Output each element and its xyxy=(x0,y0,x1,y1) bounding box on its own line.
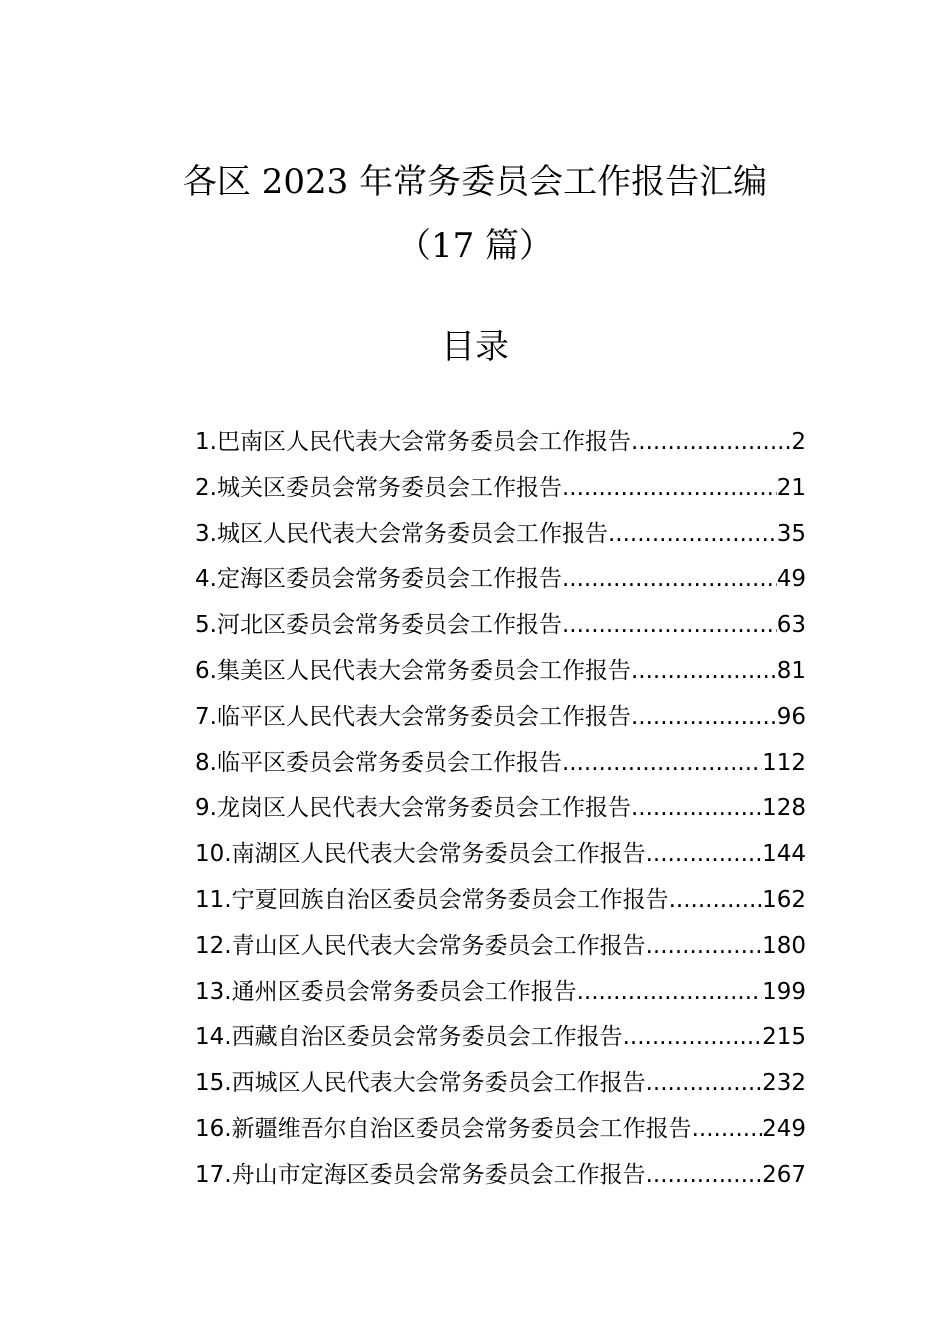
dot-leader xyxy=(608,514,777,554)
dot-leader xyxy=(631,651,777,691)
toc-entry[interactable] xyxy=(195,926,806,972)
toc-entry-title: 8.临平区委员会常务委员会工作报告 xyxy=(195,749,562,776)
toc-entry-page: 49 xyxy=(776,566,806,593)
toc-entry[interactable] xyxy=(195,605,806,651)
toc-entry-page: 144 xyxy=(762,841,806,868)
toc-entry-title: 10.南湖区人民代表大会常务委员会工作报告 xyxy=(195,841,646,868)
toc-entry-page: 215 xyxy=(762,1024,806,1051)
dot-leader xyxy=(577,972,763,1012)
toc-entry-title: 16.新疆维吾尔自治区委员会常务委员会工作报告 xyxy=(195,1115,692,1142)
toc-entry-page: 21 xyxy=(776,474,806,501)
toc-entry-title: 4.定海区委员会常务委员会工作报告 xyxy=(195,566,562,593)
toc-entry[interactable] xyxy=(195,422,806,468)
toc-entry-page: 180 xyxy=(762,932,806,959)
toc-entry-page: 128 xyxy=(762,795,806,822)
toc-entry-title: 12.青山区人民代表大会常务委员会工作报告 xyxy=(195,932,646,959)
dot-leader xyxy=(646,834,763,874)
dot-leader xyxy=(562,468,777,508)
toc-entry-page: 112 xyxy=(762,749,806,776)
dot-leader xyxy=(562,605,777,645)
toc-entry-page: 162 xyxy=(762,886,806,913)
toc-heading: 目录 xyxy=(441,327,509,367)
toc-entry-title: 2.城关区委员会常务委员会工作报告 xyxy=(195,474,562,501)
toc-entry-page: 35 xyxy=(776,520,806,547)
dot-leader xyxy=(646,1063,763,1103)
dot-leader xyxy=(692,1109,763,1149)
toc-entry-page: 96 xyxy=(776,703,806,730)
toc-entry-title: 7.临平区人民代表大会常务委员会工作报告 xyxy=(195,703,631,730)
toc-entry[interactable] xyxy=(195,1063,806,1109)
toc-entry-title: 1.巴南区人民代表大会常务委员会工作报告 xyxy=(195,429,631,455)
toc-entry-title: 13.通州区委员会常务委员会工作报告 xyxy=(195,978,577,1005)
toc-entry[interactable] xyxy=(195,1109,806,1155)
dot-leader xyxy=(631,697,777,737)
toc-entry[interactable] xyxy=(195,514,806,560)
dot-leader xyxy=(562,559,777,599)
dot-leader xyxy=(562,743,762,783)
toc-entry-title: 17.舟山市定海区委员会常务委员会工作报告 xyxy=(195,1161,646,1188)
toc-entry[interactable] xyxy=(195,972,806,1018)
toc-entry-page: 267 xyxy=(762,1161,806,1188)
toc-entry[interactable] xyxy=(195,834,806,880)
dot-leader xyxy=(623,1017,763,1057)
toc-entry[interactable] xyxy=(195,559,806,605)
dot-leader xyxy=(646,1155,763,1195)
toc-entry-title: 6.集美区人民代表大会常务委员会工作报告 xyxy=(195,657,631,684)
toc-entry[interactable] xyxy=(195,697,806,743)
toc-entry[interactable] xyxy=(195,468,806,514)
dot-leader xyxy=(631,788,762,828)
document-subtitle: （17 篇） xyxy=(396,226,554,266)
document-title: 各区 2023 年常务委员会工作报告汇编 xyxy=(182,162,768,202)
toc-entry[interactable] xyxy=(195,880,806,926)
toc-entry-title: 5.河北区委员会常务委员会工作报告 xyxy=(195,612,562,639)
dot-leader xyxy=(646,926,763,966)
toc-entry[interactable] xyxy=(195,788,806,834)
toc-entry-title: 3.城区人民代表大会常务委员会工作报告 xyxy=(195,520,608,547)
toc-entry-page: 81 xyxy=(776,657,806,684)
toc-entry[interactable] xyxy=(195,1155,806,1201)
toc-entry-title: 9.龙岗区人民代表大会常务委员会工作报告 xyxy=(195,795,631,822)
toc-entry-page: 2 xyxy=(791,429,806,455)
toc-entry-page: 63 xyxy=(776,612,806,639)
table-of-contents xyxy=(195,422,806,1201)
dot-leader xyxy=(669,880,763,920)
toc-entry[interactable] xyxy=(195,651,806,697)
toc-entry[interactable] xyxy=(195,743,806,789)
toc-entry-title: 15.西城区人民代表大会常务委员会工作报告 xyxy=(195,1070,646,1097)
dot-leader xyxy=(631,422,791,462)
toc-entry-page: 249 xyxy=(762,1115,806,1142)
toc-entry-page: 199 xyxy=(762,978,806,1005)
toc-entry[interactable] xyxy=(195,1017,806,1063)
toc-entry-title: 11.宁夏回族自治区委员会常务委员会工作报告 xyxy=(195,886,669,913)
toc-entry-page: 232 xyxy=(762,1070,806,1097)
toc-entry-title: 14.西藏自治区委员会常务委员会工作报告 xyxy=(195,1024,623,1051)
